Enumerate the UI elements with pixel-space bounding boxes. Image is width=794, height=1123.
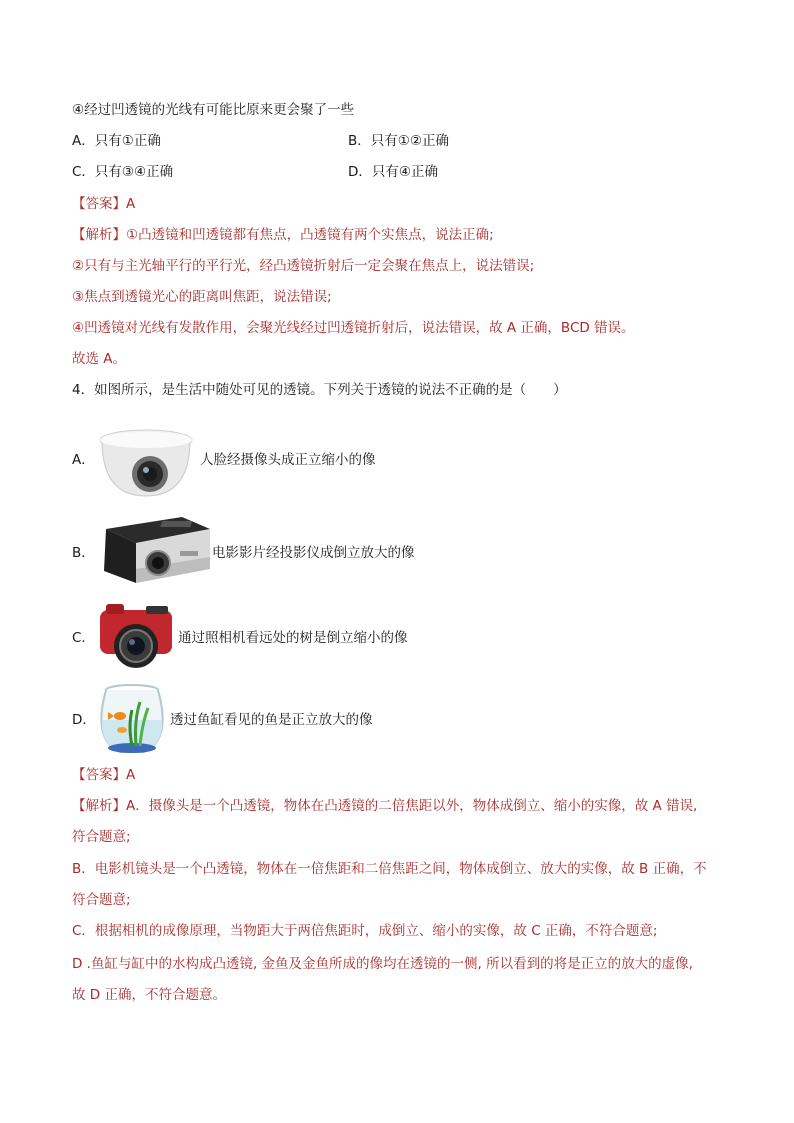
choice-text: 电影影片经投影仪成倒立放大的像 [212,545,415,561]
q4-answer: 【答案】A [72,767,136,783]
choice-letter: B． [72,545,95,561]
q3-analysis-line: ④凹透镜对光线有发散作用，会聚光线经过凹透镜折射后，说法错误，故 A 正确，BCD 错误。 [72,320,635,336]
choice-text: 人脸经摄像头成正立缩小的像 [200,452,376,468]
q4-stem: 4．如图所示，是生活中随处可见的透镜。下列关于透镜的说法不正确的是（ ） [72,382,567,398]
choice-d [72,680,373,756]
projector-icon [96,511,212,591]
choice-letter: C． [72,630,95,646]
q3-analysis-line: ③焦点到透镜光心的距离叫焦距，说法错误; [72,289,332,305]
camera-icon [96,600,176,672]
fishbowl-icon [96,680,168,756]
q4-analysis-line: 故 D 正确，不符合题意。 [72,987,226,1003]
choice-a [72,418,376,498]
q4-analysis-line: D .鱼缸与缸中的水构成凸透镜, 金鱼及金鱼所成的像均在透镜的一侧, 所以看到的将是正立的放大的虚像, [72,956,693,972]
q4-analysis-line: 符合题意; [72,892,131,908]
q3-analysis-line: ②只有与主光轴平行的平行光，经凸透镜折射后一定会聚在焦点上，说法错误; [72,258,535,274]
q4-analysis-line: B．电影机镜头是一个凸透镜，物体在一倍焦距和二倍焦距之间，物体成倒立、放大的实像，故 B 正确，不 [72,861,707,877]
q3-analysis-line: 【解析】①凸透镜和凹透镜都有焦点，凸透镜有两个实焦点，说法正确; [72,227,494,243]
choice-text: 通过照相机看远处的树是倒立缩小的像 [178,630,408,646]
q4-analysis-line: C．根据相机的成像原理，当物距大于两倍焦距时，成倒立、缩小的实像，故 C 正确，不符合题意; [72,923,658,939]
q3-analysis-line: 故选 A。 [72,351,127,367]
q4-analysis-line: 【解析】A．摄像头是一个凸透镜，物体在凸透镜的二倍焦距以外，物体成倒立、缩小的实像，故 A 错误, [72,798,698,814]
q4-analysis-line: 符合题意; [72,829,131,845]
choice-c [72,600,408,672]
choice-letter: A． [72,452,95,468]
choice-text: 透过鱼缸看见的鱼是正立放大的像 [170,712,373,728]
option-d: D．只有④正确 [348,164,438,180]
choice-b [72,511,415,591]
q3-answer: 【答案】A [72,196,136,212]
option-a: A．只有①正确 [72,133,161,149]
choice-letter: D． [72,712,96,728]
security-camera-icon [96,418,196,498]
option-b: B．只有①②正确 [348,133,449,149]
statement-4: ④经过凹透镜的光线有可能比原来更会聚了一些 [72,102,355,118]
option-c: C．只有③④正确 [72,164,174,180]
